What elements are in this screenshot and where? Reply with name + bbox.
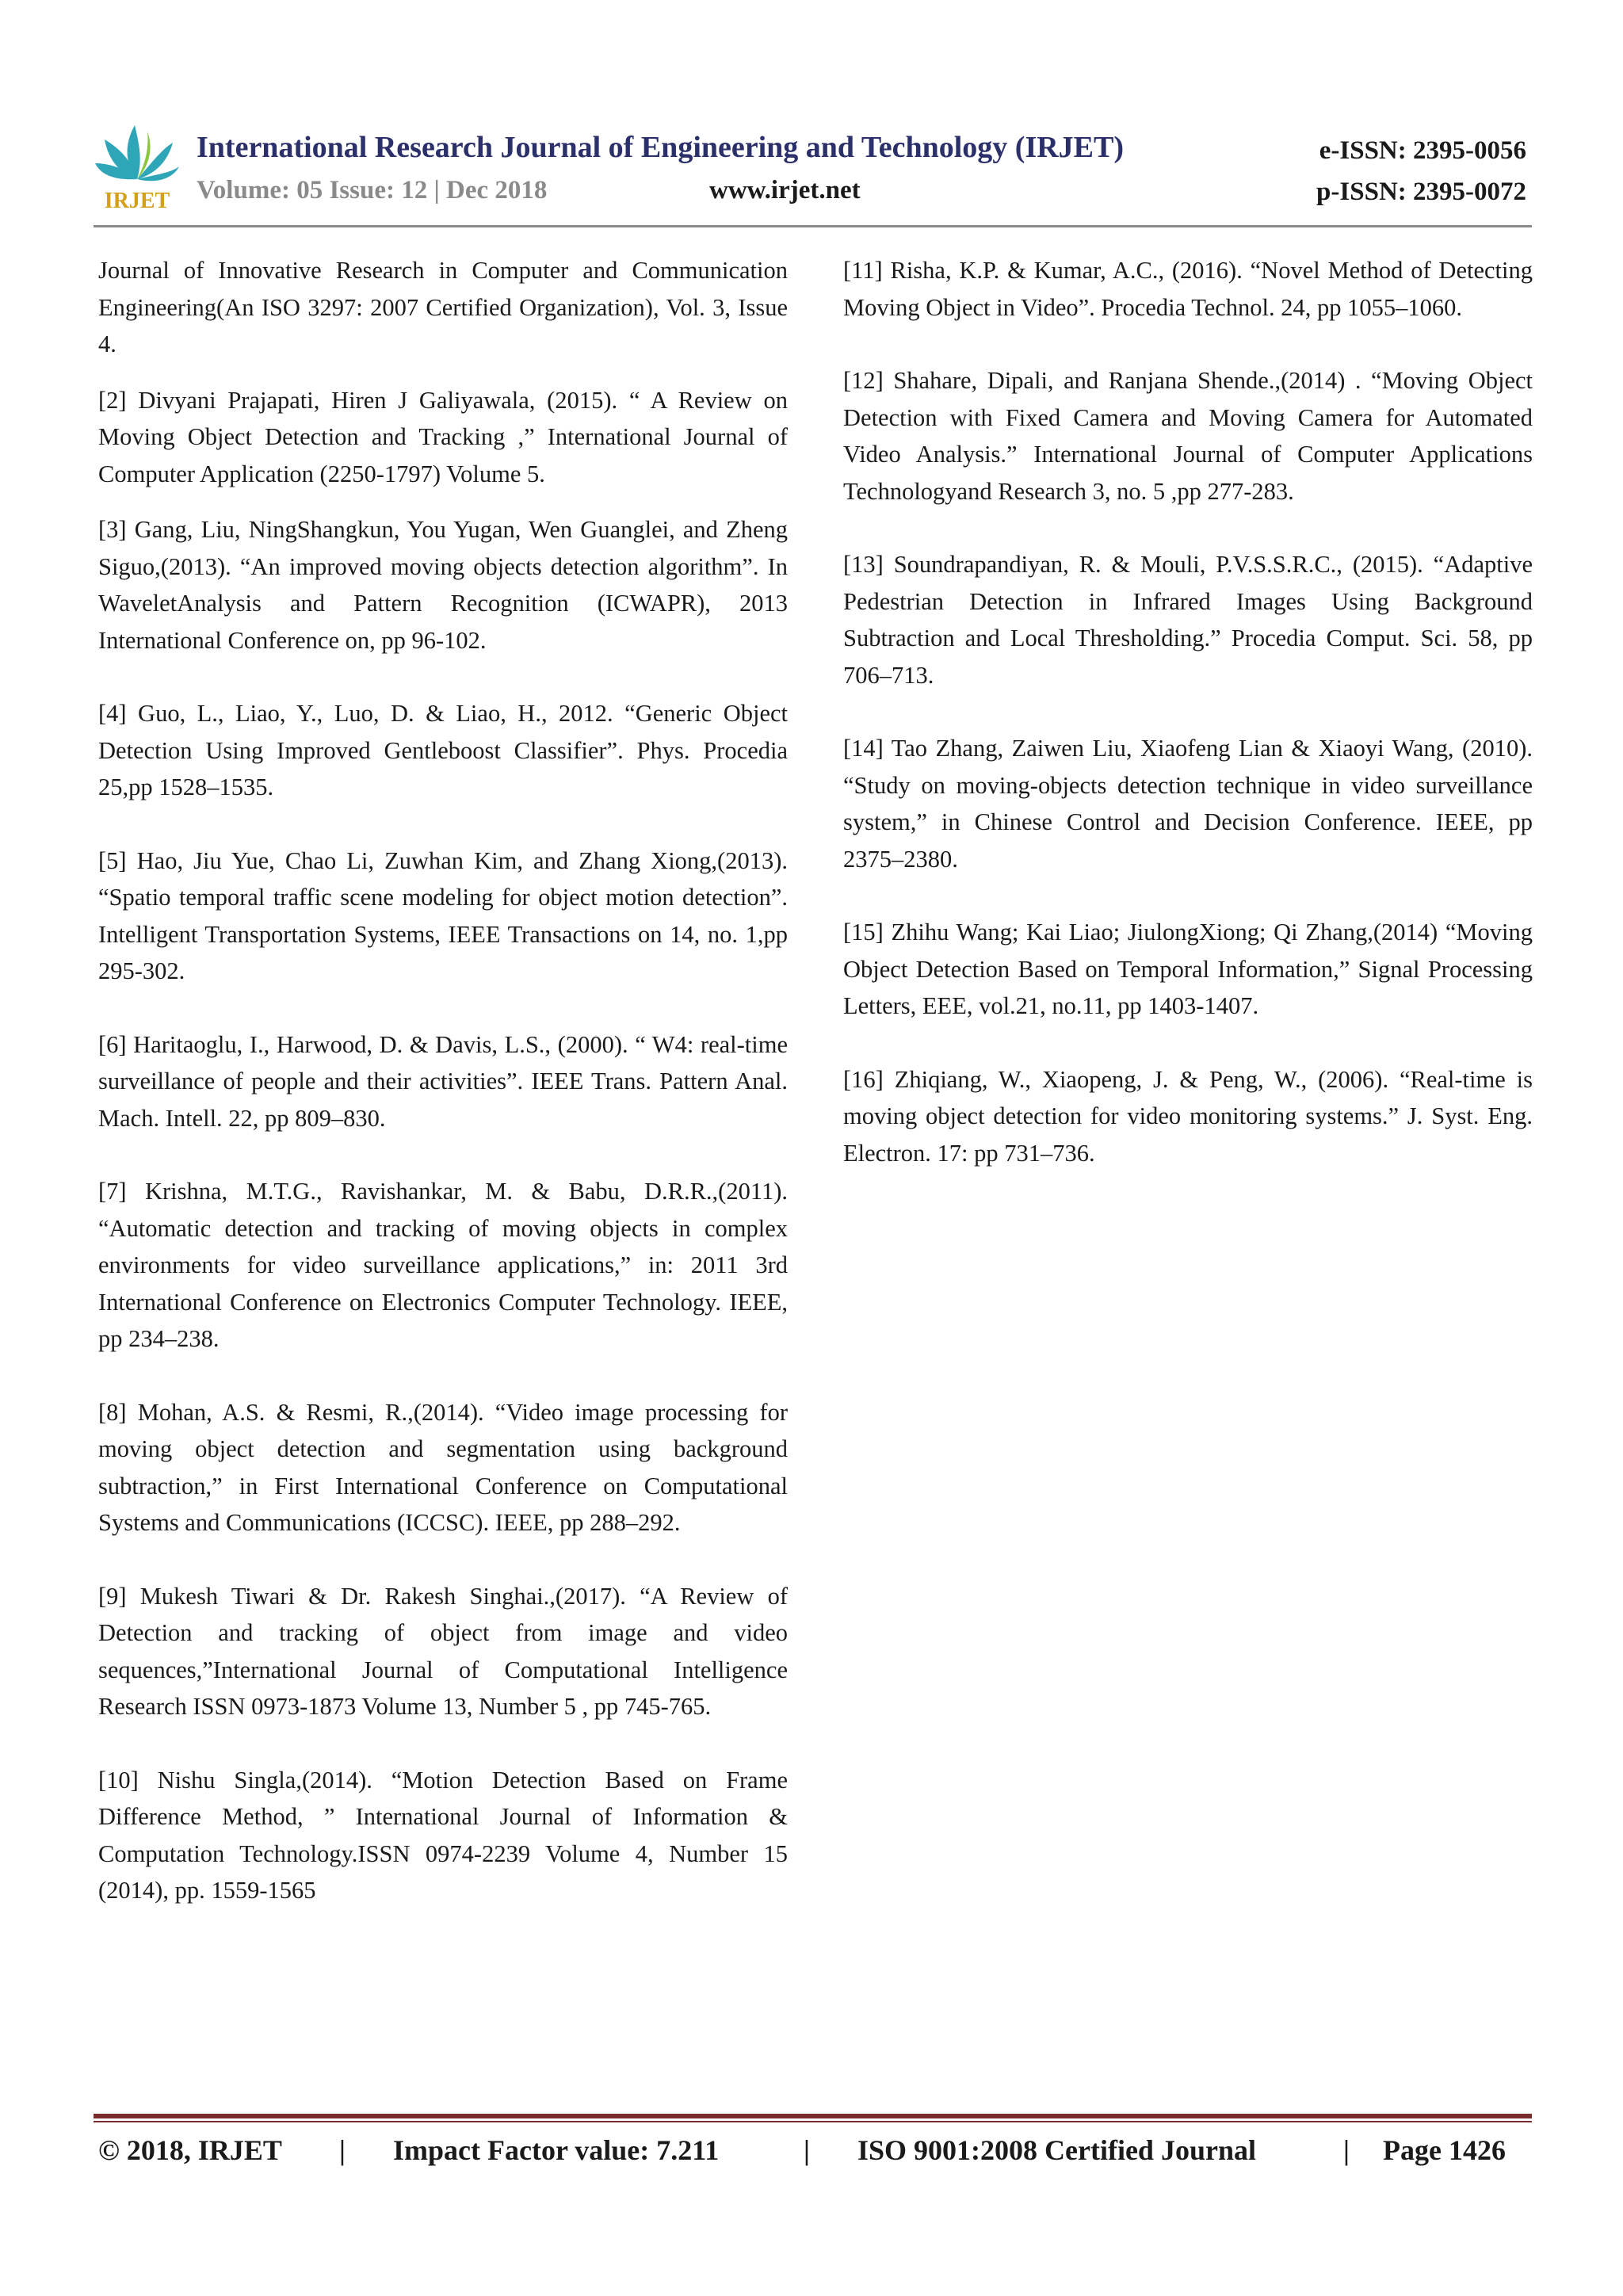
p-issn: p-ISSN: 2395-0072 [1316,178,1526,206]
reference-11: [11] Risha, K.P. & Kumar, A.C., (2016). “Novel Method of Detecting Moving Object in Video”. Procedia Technol. 24, pp 1055–1060. [843,257,1533,321]
reference-1-continued: Journal of Innovative Research in Computer and Communication Engineering(An ISO 3297: 2007 Certified Organization), Vol. 3, Issue 4. [98,257,788,357]
footer-page-number: Page 1426 [1383,2134,1506,2166]
footer-divider-thick [94,2114,1532,2118]
volume-issue: Volume: 05 Issue: 12 | Dec 2018 [197,176,548,204]
journal-website: www.irjet.net [709,176,861,204]
footer-separator: | [1343,2134,1350,2166]
reference-14: [14] Tao Zhang, Zaiwen Liu, Xiaofeng Lian & Xiaoyi Wang, (2010). “Study on moving-objects detection technique in video surveillance system,” in Chinese Control and Decision Conference. IEEE, pp 2375–2380. [843,735,1533,873]
reference-7: [7] Krishna, M.T.G., Ravishankar, M. & Babu, D.R.R.,(2011). “Automatic detection and tracking of moving objects in complex environments for video surveillance applications,” in: 2011 3rd International Conference on Electronics Computer Technology. IEEE, pp 234–238. [98,1178,788,1352]
reference-5: [5] Hao, Jiu Yue, Chao Li, Zuwhan Kim, and Zhang Xiong,(2013). “Spatio temporal traffic scene modeling for object motion detection”. Intelligent Transportation Systems, IEEE Transactions on 14, no. 1,pp 295-302. [98,846,788,984]
irjet-logo [94,117,181,212]
reference-2: [2] Divyani Prajapati, Hiren J Galiyawala, (2015). “ A Review on Moving Object Detection and Tracking ,” International Journal of Computer Application (2250-1797) Volume 5. [98,386,788,487]
reference-4: [4] Guo, L., Liao, Y., Luo, D. & Liao, H., 2012. “Generic Object Detection Using Improved Gentleboost Classifier”. Phys. Procedia 25,pp 1528–1535. [98,700,788,800]
references-right-column [843,252,1533,1171]
references-left-column [98,252,788,1909]
reference-10: [10] Nishu Singla,(2014). “Motion Detection Based on Frame Difference Method, ” International Journal of Information & Computation Technology.ISSN 0974-2239 Volume 4, Number 15 (2014), pp. 1559-1565 [98,1766,788,1904]
e-issn: e-ISSN: 2395-0056 [1319,136,1526,165]
footer-impact-factor: Impact Factor value: 7.211 [393,2134,720,2166]
journal-title: International Research Journal of Engineering and Technology (IRJET) [197,131,1125,164]
reference-16: [16] Zhiqiang, W., Xiaopeng, J. & Peng, W., (2006). “Real-time is moving object detection for video monitoring systems.” J. Syst. Eng. Electron. 17: pp 731–736. [843,1065,1533,1167]
reference-12: [12] Shahare, Dipali, and Ranjana Shende.,(2014) . “Moving Object Detection with Fixed Camera and Moving Camera for Automated Video Analysis.” International Journal of Computer Applications Technologyand Research 3, no. 5 ,pp 277-283. [843,367,1533,505]
page-header [0,0,1623,238]
footer-iso-certification: ISO 9001:2008 Certified Journal [857,2134,1256,2166]
reference-15: [15] Zhihu Wang; Kai Liao; JiulongXiong; Qi Zhang,(2014) “Moving Object Detection Based on Temporal Information,” Signal Processing Letters, EEE, vol.21, no.11, pp 1403-1407. [843,919,1533,1019]
header-divider [94,225,1532,227]
logo-text: IRJET [104,189,170,212]
reference-13: [13] Soundrapandiyan, R. & Mouli, P.V.S.S.R.C., (2015). “Adaptive Pedestrian Detection in Infrared Images Using Background Subtraction and Local Thresholding.” Procedia Comput. Sci. 58, pp 706–713. [843,551,1533,689]
footer-separator: | [804,2134,810,2166]
reference-9: [9] Mukesh Tiwari & Dr. Rakesh Singhai.,(2017). “A Review of Detection and tracking of object from image and video sequences,”International Journal of Computational Intelligence Research ISSN 0973-1873 Volume 13, Number 5 , pp 745-765. [98,1582,788,1720]
footer-divider-thin [94,2121,1532,2122]
footer-separator: | [339,2134,346,2166]
footer-copyright: © 2018, IRJET [98,2134,282,2166]
reference-6: [6] Haritaoglu, I., Harwood, D. & Davis, L.S., (2000). “ W4: real-time surveillance of people and their activities”. IEEE Trans. Pattern Anal. Mach. Intell. 22, pp 809–830. [98,1030,788,1132]
reference-8: [8] Mohan, A.S. & Resmi, R.,(2014). “Video image processing for moving object detection and segmentation using background subtraction,” in First International Conference on Computational Systems and Communications (ICCSC). IEEE, pp 288–292. [98,1398,788,1536]
reference-3: [3] Gang, Liu, NingShangkun, You Yugan, Wen Guanglei, and Zheng Siguo,(2013). “An improved moving objects detection algorithm”. In WaveletAnalysis and Pattern Recognition (ICWAPR), 2013 International Conference on, pp 96-102. [98,516,788,654]
